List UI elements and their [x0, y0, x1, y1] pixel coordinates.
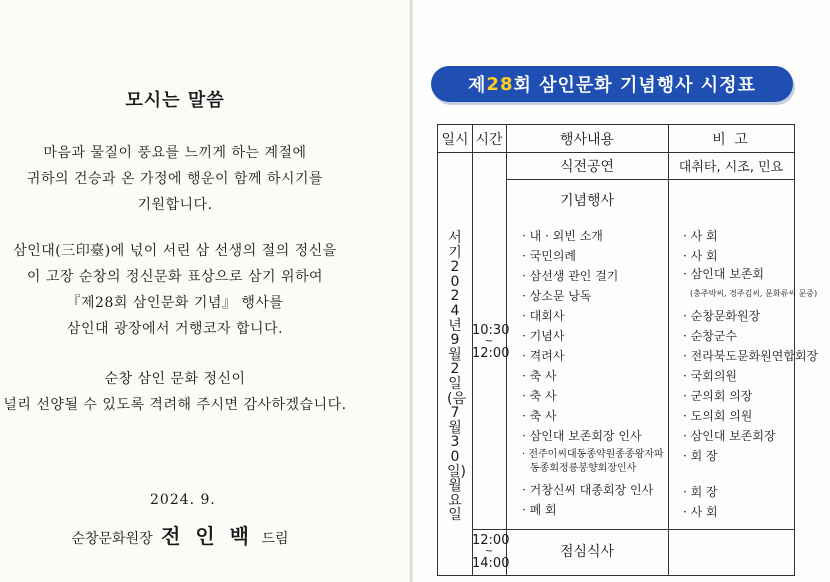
schedule-title-banner: [431, 66, 793, 102]
letter-date: 2024. 9.: [150, 492, 216, 508]
greeting-title: 모시는 말씀: [125, 90, 225, 111]
text-line: 『제28회 삼인문화 기념』 행사를: [66, 295, 284, 311]
program-item: 동종회정릉봉향회장인사: [530, 463, 637, 474]
text-line: 삼인대 광장에서 거행코자 합니다.: [66, 321, 284, 337]
remark-item: · 국회의원: [683, 369, 737, 383]
event-date: [438, 181, 472, 573]
event-date-text: 서기 2024년 9월 2일(음7월30일)월요일: [447, 230, 466, 524]
program-item: · 대회사: [522, 309, 565, 323]
program-item: · 국민의례: [522, 249, 576, 263]
signer-name: 전 인 백: [161, 524, 253, 548]
remark-item: · 사 회: [683, 229, 718, 243]
signer-title: 순창문화원장: [71, 531, 153, 547]
remark-item: (충주박씨, 경주김씨, 문화류씨 문중): [690, 289, 818, 298]
remark-item: · 사 회: [683, 505, 718, 519]
grid-line: [668, 125, 669, 575]
program-item: · 축 사: [522, 369, 557, 383]
title-prefix: 제: [468, 75, 487, 96]
greeting-page: [0, 0, 410, 582]
program-item: · 기념사: [522, 329, 565, 343]
greeting-paragraph-1: [0, 140, 350, 218]
lunch-time: [472, 533, 510, 571]
text-line: 삼인대(三印臺)에 넋이 서린 삼 선생의 절의 정신을: [13, 243, 337, 259]
header-content: 행사내용: [559, 131, 615, 148]
lunch-content: 점심식사: [559, 544, 615, 560]
lunch-remarks: [668, 529, 794, 573]
time-start: 12:00: [472, 533, 510, 548]
remark-item: · 회 장: [683, 449, 718, 463]
time-start: 10:30: [472, 323, 510, 338]
ceremony-time: [472, 323, 510, 361]
remark-item: · 순창군수: [683, 329, 737, 343]
program-item: · 삼인대 보존회장 인사: [522, 429, 642, 443]
ceremony-heading: 기념행사: [559, 193, 615, 209]
schedule-page: [413, 0, 830, 582]
text-line: 기원합니다.: [137, 197, 213, 213]
opening-performance: 식전공연: [559, 158, 615, 175]
program-item: · 상소문 낭독: [522, 289, 592, 303]
time-end: 14:00: [472, 556, 510, 571]
time-tilde: ~: [484, 336, 494, 347]
text-line: 마음과 물질이 풍요를 느끼게 하는 계절에: [43, 145, 307, 161]
program-item: · 축 사: [522, 389, 557, 403]
remark-item: · 삼인대 보존회: [683, 267, 764, 281]
remark-item: · 군의회 의장: [683, 389, 753, 403]
remark-item: · 순창문화원장: [683, 309, 761, 323]
time-end: 12:00: [472, 346, 510, 361]
program-item: · 폐 회: [522, 503, 557, 517]
program-item: · 내 · 외빈 소개: [522, 229, 603, 243]
schedule-table: [437, 124, 819, 576]
title-suffix: 회 삼인문화 기념행사 시정표: [513, 75, 756, 96]
greeting-paragraph-3: [0, 366, 350, 418]
remark-item: · 도의회 의원: [683, 409, 753, 423]
program-item: · 거창신씨 대종회장 인사: [522, 483, 654, 497]
text-line: 순창 삼인 문화 정신이: [104, 371, 246, 387]
title-number: 28: [486, 73, 514, 95]
remark-item: · 삼인대 보존회장: [683, 429, 776, 443]
text-line: 이 고장 순창의 정신문화 표상으로 삼기 위하여: [26, 269, 324, 285]
signature-suffix: 드림: [261, 531, 289, 547]
remark-item: · 회 장: [683, 485, 718, 499]
header-time: 시간: [475, 131, 503, 148]
signature: [0, 520, 360, 549]
opening-remarks: 대취타, 시조, 민요: [678, 160, 784, 175]
grid-line: [506, 179, 794, 180]
text-line: 귀하의 건승과 온 가정에 행운이 함께 하시기를: [26, 171, 324, 187]
header-remarks: 비 고: [712, 131, 750, 148]
remark-item: · 전라북도문화원연합회장: [683, 349, 819, 363]
program-item: · 전주이씨대동종약원종종왕자파: [522, 449, 664, 460]
text-line: 널리 선양될 수 있도록 격려해 주시면 감사하겠습니다.: [3, 397, 347, 413]
remark-item: · 사 회: [683, 249, 718, 263]
greeting-paragraph-2: [0, 238, 350, 342]
program-item: · 축 사: [522, 409, 557, 423]
program-item: · 삼선생 관인 걸기: [522, 269, 619, 283]
time-tilde: ~: [484, 546, 494, 557]
program-item: · 격려사: [522, 349, 565, 363]
header-date: 일시: [441, 131, 469, 148]
